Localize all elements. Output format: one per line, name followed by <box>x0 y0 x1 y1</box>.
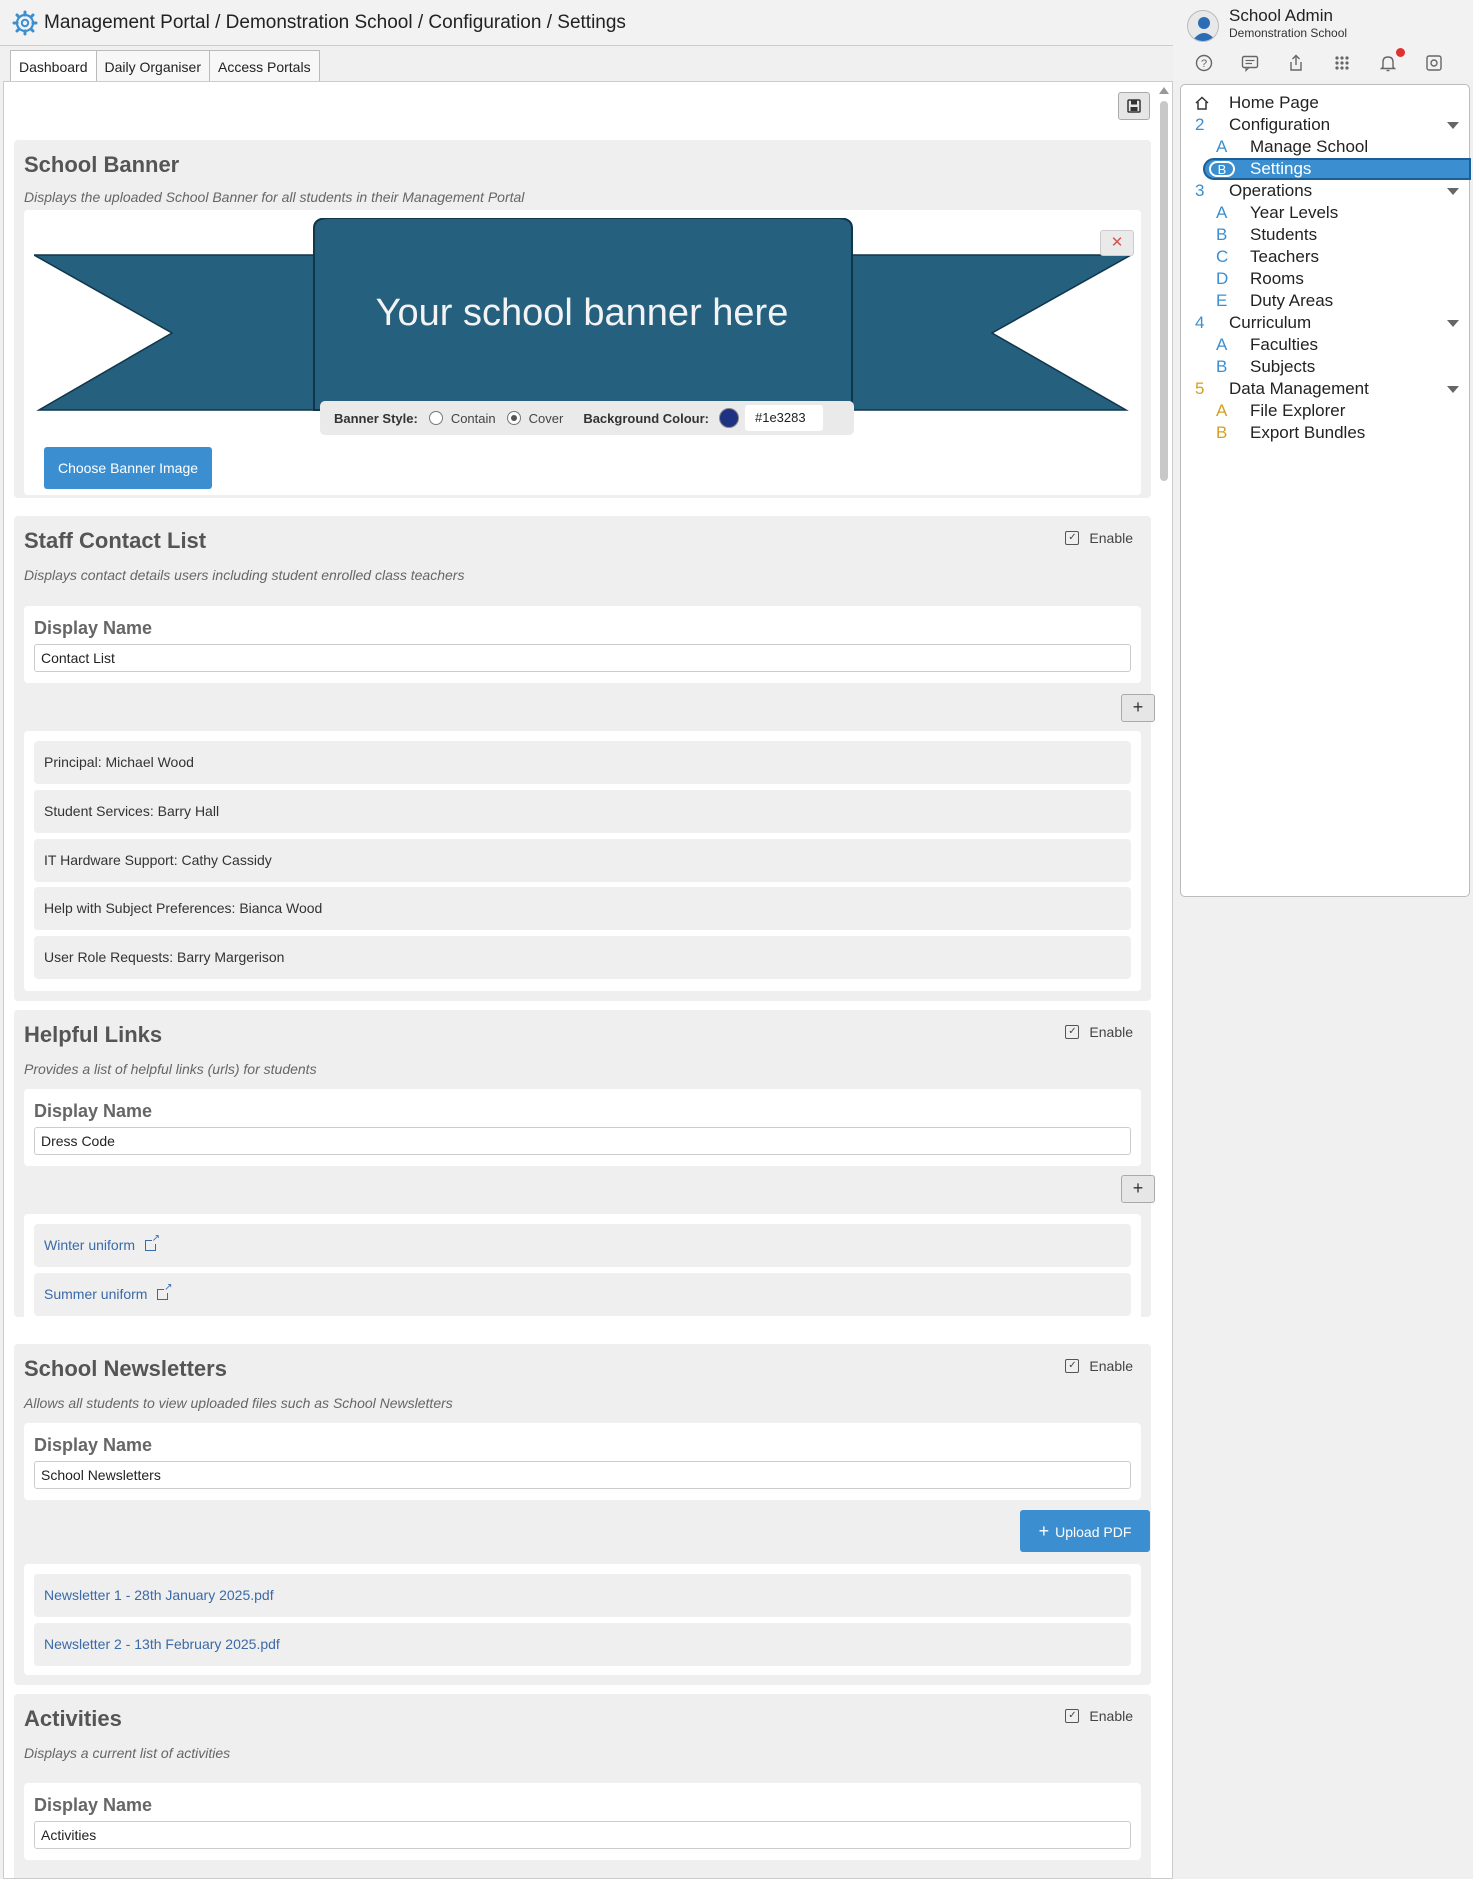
user-school: Demonstration School <box>1229 26 1348 40</box>
toolbar-icons <box>1181 54 1471 77</box>
list-item[interactable] <box>34 1273 1131 1316</box>
list-item[interactable] <box>34 1224 1131 1267</box>
tab-bar <box>10 50 319 82</box>
notification-dot <box>1396 48 1405 57</box>
radio-contain-label: Contain <box>450 410 496 426</box>
section-title: School Newsletters <box>24 1356 227 1381</box>
nav-item-label: Duty Areas <box>1250 291 1334 310</box>
user-name: School Admin <box>1229 6 1333 25</box>
nav-letter: B <box>1216 357 1228 376</box>
display-name-card <box>24 1089 1141 1166</box>
display-name-label: Display Name <box>34 1101 153 1121</box>
user-panel <box>1173 0 1473 80</box>
checkbox-checked-icon[interactable]: ✓ <box>1065 1359 1079 1373</box>
user-icon <box>1188 11 1219 42</box>
display-name-input[interactable]: Dress Code <box>34 1127 1131 1155</box>
section-description: Displays the uploaded School Banner for all students in their Management Portal <box>24 189 525 205</box>
nav-letter: B <box>1216 225 1228 244</box>
newsletter-list <box>24 1564 1141 1675</box>
nav-item-label: Faculties <box>1250 335 1319 354</box>
nav-letter: D <box>1216 269 1229 288</box>
banner-style-bar <box>320 401 854 435</box>
nav-group-label: Configuration <box>1229 115 1331 134</box>
section-description: Allows all students to view uploaded files such as School Newsletters <box>24 1395 453 1411</box>
tab-daily-organiser[interactable]: Daily Organiser <box>96 50 210 82</box>
chevron-down-icon[interactable] <box>1447 122 1459 129</box>
nav-number: 4 <box>1195 313 1205 332</box>
nav-item-label: Subjects <box>1250 357 1316 376</box>
breadcrumb: Management Portal / Demonstration School / Configuration / Settings <box>44 11 626 33</box>
nav-letter: C <box>1216 247 1229 266</box>
nav-item-label: Settings <box>1250 159 1312 178</box>
school-banner-section <box>14 140 1151 498</box>
display-name-label: Display Name <box>34 1795 153 1815</box>
list-item[interactable]: IT Hardware Support: Cathy Cassidy <box>34 839 1131 882</box>
nav-item-subjects[interactable] <box>1181 357 1471 379</box>
plus-icon: + <box>1132 1178 1144 1198</box>
section-description: Displays a current list of activities <box>24 1745 231 1761</box>
home-icon <box>1195 96 1209 110</box>
nav-group-label: Curriculum <box>1229 313 1312 332</box>
display-name-card <box>24 606 1141 683</box>
svg-text:?: ? <box>1200 58 1208 70</box>
add-contact-button[interactable] <box>1121 694 1155 722</box>
nav-item-duty-areas[interactable] <box>1181 291 1471 313</box>
chevron-down-icon[interactable] <box>1447 320 1459 327</box>
nav-letter: B <box>1209 161 1235 177</box>
display-name-input[interactable]: Activities <box>34 1821 1131 1849</box>
list-item[interactable]: Principal: Michael Wood <box>34 741 1131 784</box>
nav-item-manage-school[interactable] <box>1181 137 1471 159</box>
main-panel <box>3 81 1173 1879</box>
staff-contact-section <box>14 516 1151 1001</box>
top-bar <box>0 0 1173 46</box>
nav-group-curriculum[interactable] <box>1181 313 1471 335</box>
save-button[interactable] <box>1118 92 1150 120</box>
apps-grid-icon[interactable] <box>1319 54 1365 77</box>
links-list <box>24 1214 1141 1324</box>
external-link-icon <box>145 1240 156 1251</box>
nav-item-label: Year Levels <box>1250 203 1339 222</box>
remove-banner-button[interactable] <box>1100 230 1134 256</box>
gear-icon <box>12 10 38 36</box>
nav-item-label: Students <box>1250 225 1318 244</box>
external-link-icon <box>157 1289 168 1300</box>
checkbox-checked-icon[interactable]: ✓ <box>1065 531 1079 545</box>
display-name-label: Display Name <box>34 1435 153 1455</box>
list-item[interactable]: Student Services: Barry Hall <box>34 790 1131 833</box>
nav-group-data-management[interactable] <box>1181 379 1471 401</box>
nav-home[interactable] <box>1181 93 1471 115</box>
upload-pdf-button[interactable] <box>1020 1510 1150 1552</box>
nav-number: 5 <box>1195 379 1205 398</box>
settings-icon[interactable] <box>1411 54 1457 77</box>
nav-letter: A <box>1216 203 1228 222</box>
nav-letter: E <box>1216 291 1228 310</box>
checkbox-checked-icon[interactable]: ✓ <box>1065 1025 1079 1039</box>
nav-tree <box>1180 84 1470 897</box>
message-icon[interactable] <box>1227 54 1273 77</box>
nav-group-configuration[interactable] <box>1181 115 1471 137</box>
enable-label: Enable <box>1089 1708 1133 1724</box>
list-item[interactable]: Newsletter 1 - 28th January 2025.pdf <box>34 1574 1131 1617</box>
enable-label: Enable <box>1089 530 1133 546</box>
nav-letter: A <box>1216 335 1228 354</box>
activities-section <box>14 1694 1151 1879</box>
nav-item-students[interactable] <box>1181 225 1471 247</box>
section-title: Staff Contact List <box>24 528 207 553</box>
nav-item-label: File Explorer <box>1250 401 1346 420</box>
checkbox-checked-icon[interactable]: ✓ <box>1065 1709 1079 1723</box>
nav-letter: A <box>1216 137 1228 156</box>
plus-icon: + <box>1132 697 1144 717</box>
nav-item-export-bundles[interactable] <box>1181 423 1471 445</box>
enable-toggle[interactable] <box>1065 1024 1133 1040</box>
share-icon[interactable] <box>1273 54 1319 77</box>
nav-item-label: Rooms <box>1250 269 1304 288</box>
avatar[interactable] <box>1187 10 1219 42</box>
chevron-down-icon[interactable] <box>1447 188 1459 195</box>
helpful-links-section <box>14 1010 1151 1317</box>
enable-label: Enable <box>1089 1024 1133 1040</box>
nav-item-file-explorer[interactable] <box>1181 401 1471 423</box>
nav-item-label: Export Bundles <box>1250 423 1366 442</box>
section-description: Provides a list of helpful links (urls) for students <box>24 1061 317 1077</box>
list-item[interactable]: Help with Subject Preferences: Bianca Wood <box>34 887 1131 930</box>
save-icon <box>1127 99 1141 113</box>
display-name-input[interactable]: School Newsletters <box>34 1461 1131 1489</box>
nav-number: 2 <box>1195 115 1205 134</box>
display-name-card <box>24 1783 1141 1860</box>
newsletters-section <box>14 1344 1151 1685</box>
colour-hex-input[interactable]: #1e3283 <box>745 405 823 431</box>
section-description: Displays contact details users including student enrolled class teachers <box>24 567 465 583</box>
enable-toggle[interactable] <box>1065 1358 1133 1374</box>
display-name-card <box>24 1423 1141 1500</box>
scroll-thumb[interactable] <box>1160 101 1168 481</box>
upload-label: Upload PDF <box>1055 1524 1132 1540</box>
section-title: Activities <box>24 1706 122 1731</box>
display-name-label: Display Name <box>34 618 153 638</box>
enable-toggle[interactable] <box>1065 1708 1133 1724</box>
radio-cover-label: Cover <box>528 410 564 426</box>
bell-icon[interactable] <box>1365 54 1411 77</box>
enable-label: Enable <box>1089 1358 1133 1374</box>
nav-group-operations[interactable] <box>1181 181 1471 203</box>
banner-text: Your school banner here <box>375 292 789 334</box>
display-name-input[interactable]: Contact List <box>34 644 1131 672</box>
background-colour-label: Background Colour: <box>583 410 709 426</box>
chevron-down-icon[interactable] <box>1447 386 1459 393</box>
section-title: School Banner <box>24 152 180 177</box>
nav-item-rooms[interactable] <box>1181 269 1471 291</box>
tab-dashboard[interactable]: Dashboard <box>10 50 97 83</box>
close-icon: ✕ <box>1110 234 1124 251</box>
scrollbar[interactable] <box>1158 87 1170 1878</box>
nav-item-label: Teachers <box>1250 247 1319 266</box>
nav-item-label: Manage School <box>1250 137 1369 156</box>
help-icon[interactable] <box>1181 54 1227 77</box>
nav-item-faculties[interactable] <box>1181 335 1471 357</box>
choose-banner-button[interactable]: Choose Banner Image <box>44 447 212 489</box>
colour-swatch[interactable] <box>719 408 739 428</box>
tab-access-portals[interactable]: Access Portals <box>209 50 320 82</box>
list-item[interactable]: Newsletter 2 - 13th February 2025.pdf <box>34 1623 1131 1666</box>
add-link-button[interactable] <box>1121 1175 1155 1203</box>
scroll-up-icon[interactable] <box>1159 87 1169 94</box>
nav-group-label: Operations <box>1229 181 1313 200</box>
nav-letter: A <box>1216 401 1228 420</box>
nav-item-year-levels[interactable] <box>1181 203 1471 225</box>
link-text[interactable]: Summer uniform <box>44 1286 148 1302</box>
list-item[interactable]: User Role Requests: Barry Margerison <box>34 936 1131 979</box>
nav-item-teachers[interactable] <box>1181 247 1471 269</box>
banner-preview <box>24 210 1141 495</box>
banner-style-label: Banner Style: <box>334 410 418 426</box>
plus-icon: + <box>1038 1521 1050 1541</box>
nav-item-settings[interactable] <box>1203 158 1471 180</box>
nav-letter: B <box>1216 423 1228 442</box>
section-title: Helpful Links <box>24 1022 163 1047</box>
radio-cover[interactable] <box>507 411 521 425</box>
contact-list <box>24 731 1141 991</box>
nav-group-label: Data Management <box>1229 379 1369 398</box>
nav-home-label: Home Page <box>1229 93 1319 112</box>
link-text[interactable]: Winter uniform <box>44 1237 136 1253</box>
radio-contain[interactable] <box>429 411 443 425</box>
nav-number: 3 <box>1195 181 1205 200</box>
enable-toggle[interactable] <box>1065 530 1133 546</box>
